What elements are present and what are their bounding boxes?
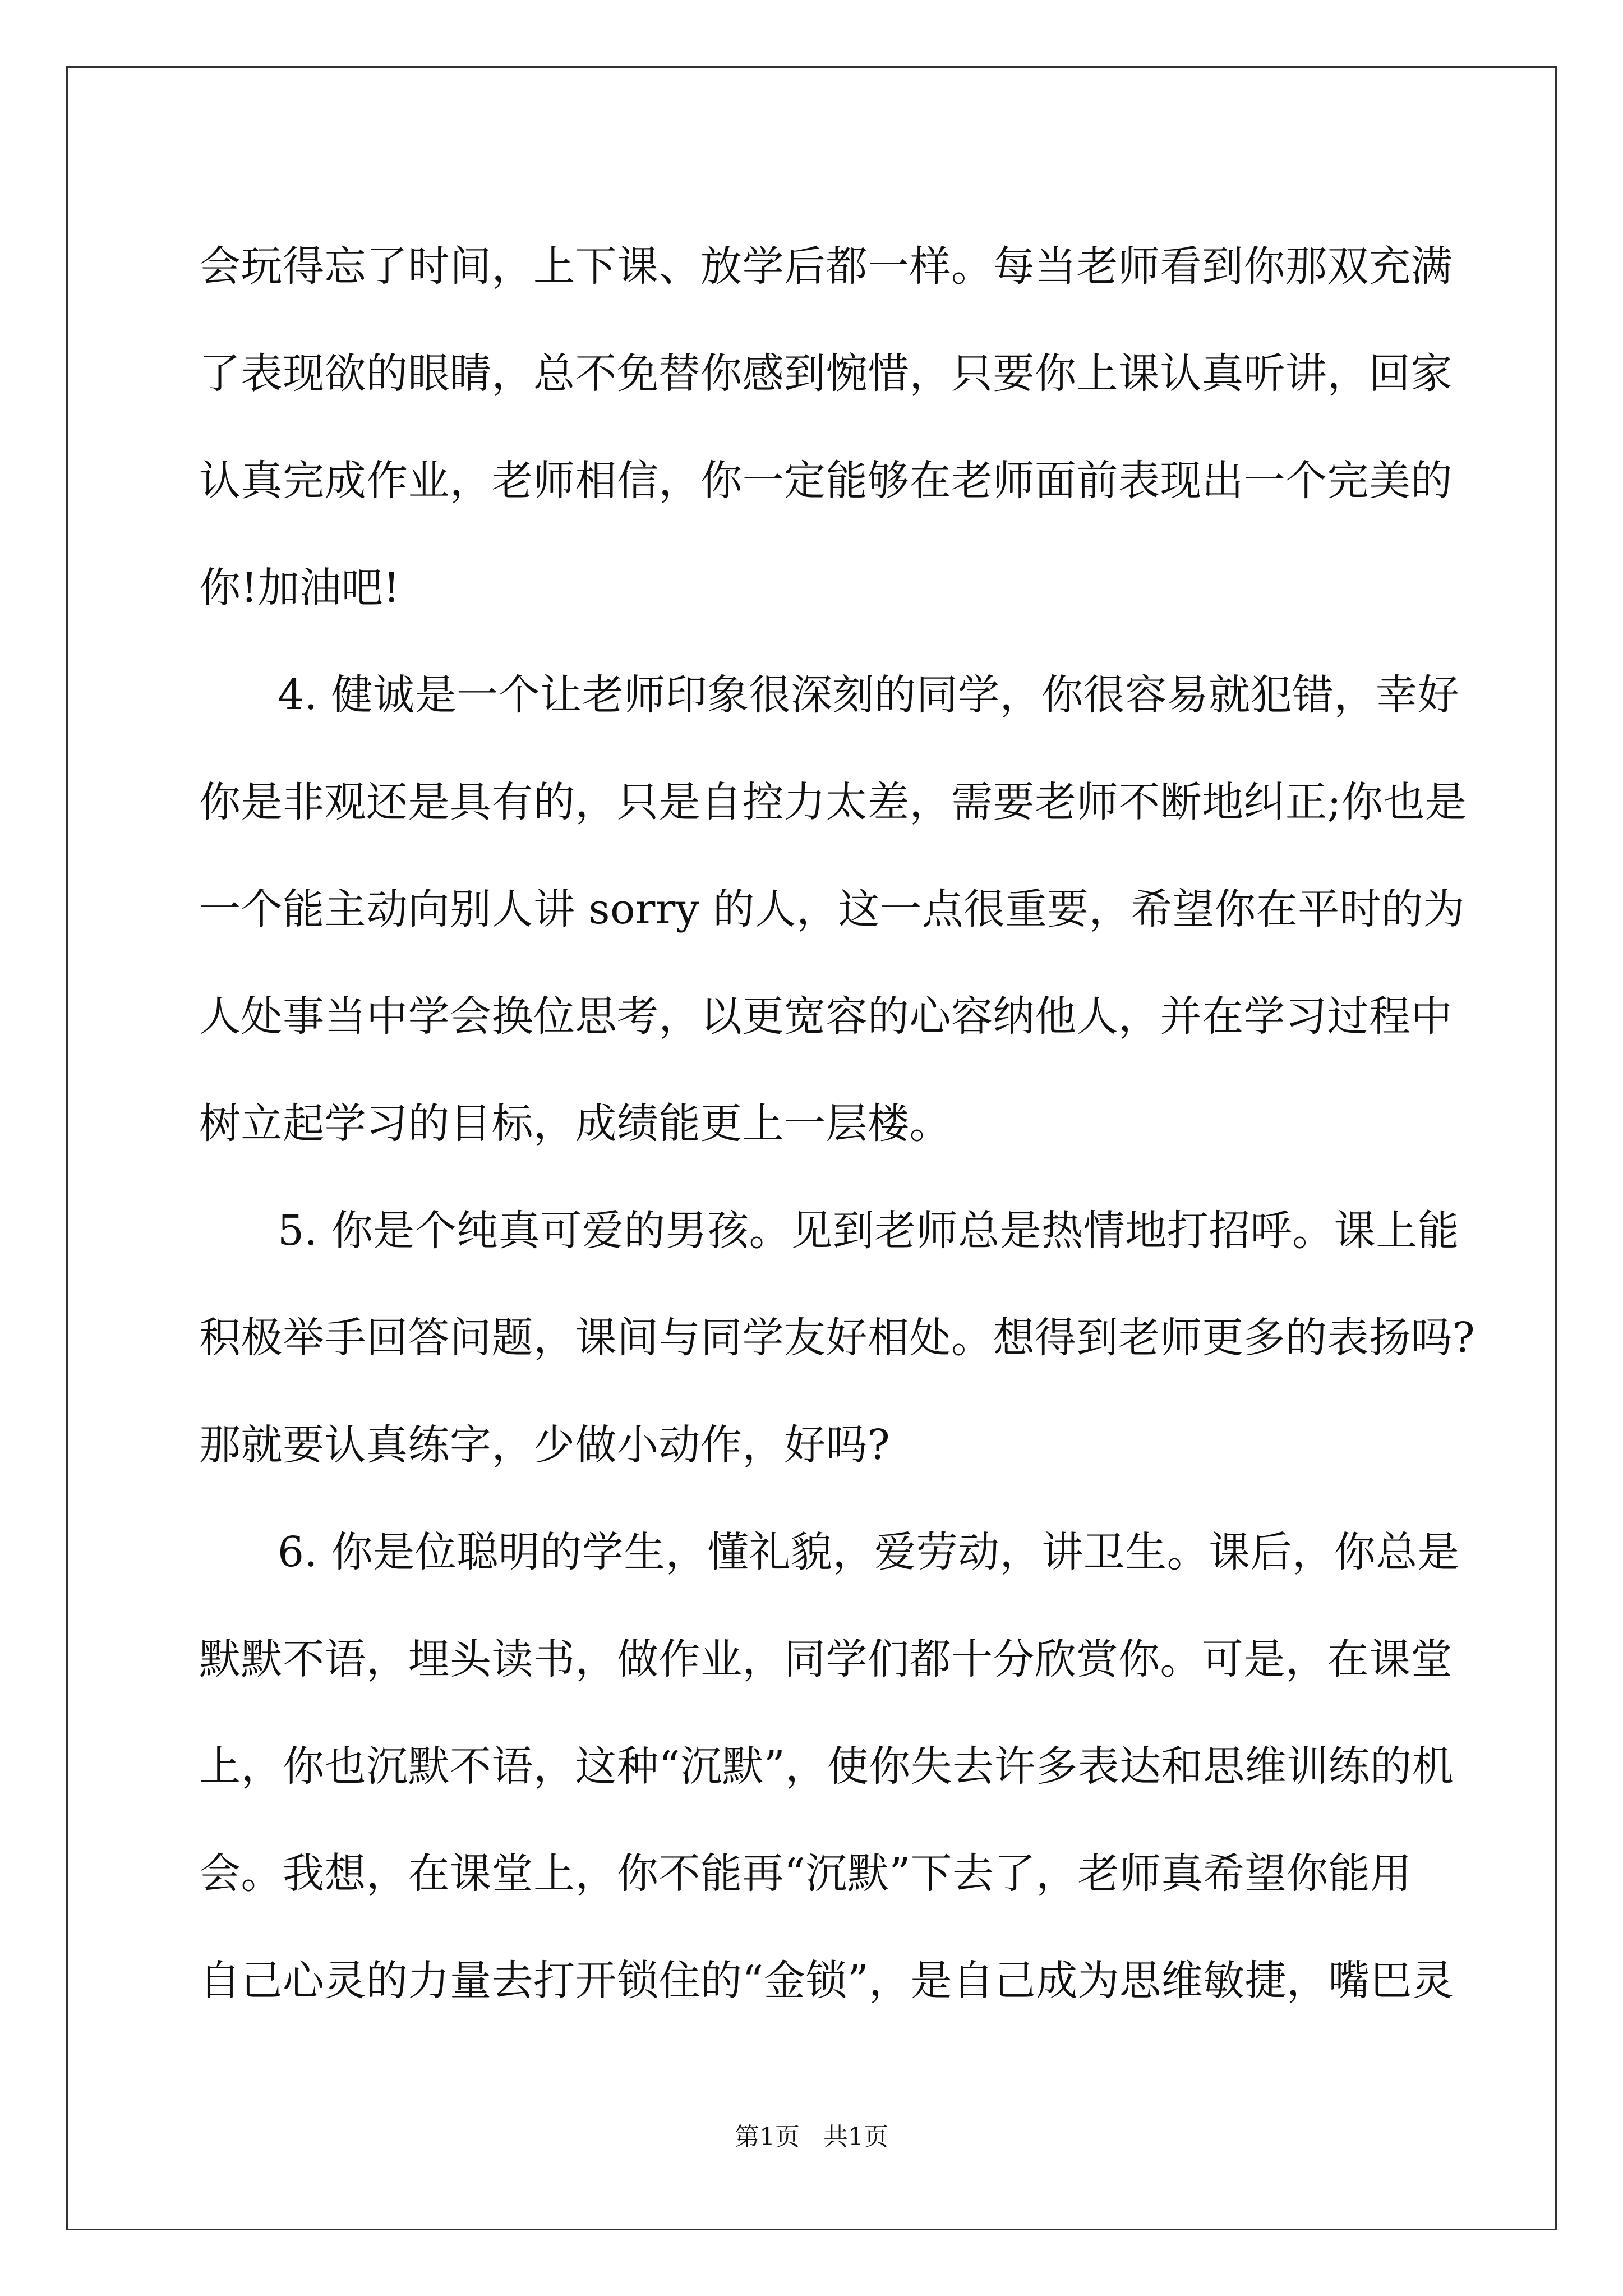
- text-line: 人处事当中学会换位思考，以更宽容的心容纳他人，并在学习过程中: [199, 992, 1453, 1041]
- text-line: 6. 你是位聪明的学生，懂礼貌，爱劳动，讲卫生。课后，你总是: [278, 1528, 1460, 1576]
- text-line: 那就要认真练字，少做小动作，好吗?: [199, 1421, 891, 1469]
- text-line: 默默不语，埋头读书，做作业，同学们都十分欣赏你。可是，在课堂: [199, 1635, 1453, 1683]
- text-line: 认真完成作业，老师相信，你一定能够在老师面前表现出一个完美的: [199, 457, 1453, 505]
- text-line: 5. 你是个纯真可爱的男孩。见到老师总是热情地打招呼。课上能: [278, 1207, 1460, 1255]
- text-line: 上，你也沉默不语，这种“沉默”，使你失去许多表达和思维训练的机: [199, 1742, 1454, 1791]
- page-footer: 第1页 共1页: [735, 2123, 888, 2151]
- text-line: 积极举手回答问题，课间与同学友好相处。想得到老师更多的表扬吗?: [199, 1314, 1476, 1362]
- text-line: 4. 健诚是一个让老师印象很深刻的同学，你很容易就犯错，幸好: [278, 671, 1460, 719]
- text-line: 了表现欲的眼睛，总不免替你感到惋惜，只要你上课认真听讲，回家: [199, 349, 1453, 398]
- text-line: 会玩得忘了时间，上下课、放学后都一样。每当老师看到你那双充满: [199, 242, 1453, 291]
- text-line: 自己心灵的力量去打开锁住的“金锁”，是自己成为思维敏捷，嘴巴灵: [199, 1957, 1454, 2005]
- text-line: 一个能主动向别人讲 sorry 的人，这一点很重要，希望你在平时的为: [199, 885, 1465, 933]
- text-line: 你!加油吧!: [199, 564, 400, 612]
- text-line: 树立起学习的目标，成绩能更上一层楼。: [199, 1099, 951, 1148]
- text-line: 你是非观还是具有的，只是自控力太差，需要老师不断地纠正;你也是: [199, 778, 1467, 826]
- text-line: 会。我想，在课堂上，你不能再“沉默”下去了，老师真希望你能用: [199, 1849, 1412, 1898]
- document-body: [199, 213, 1476, 2035]
